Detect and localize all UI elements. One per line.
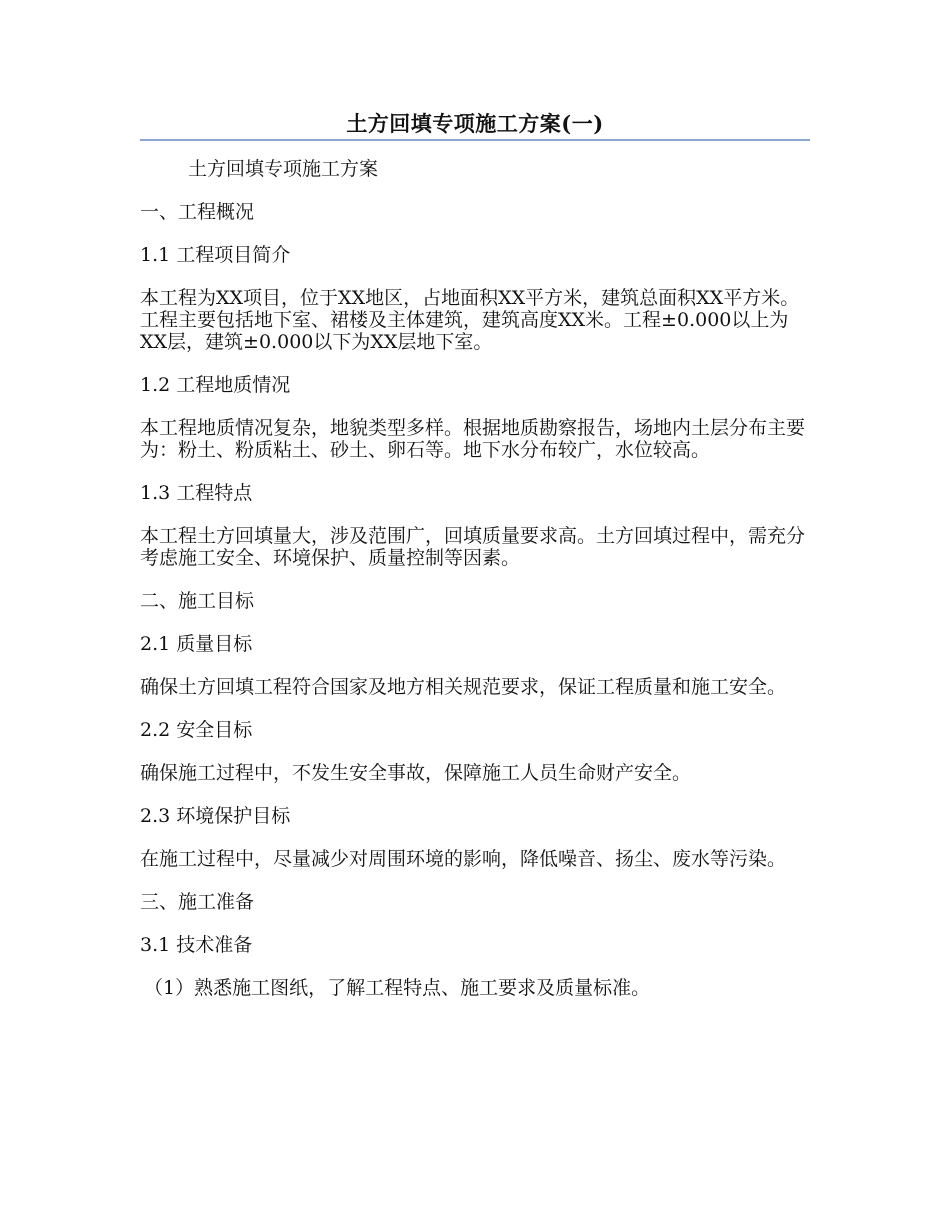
body-paragraph: 在施工过程中，尽量减少对周围环境的影响，降低噪音、扬尘、废水等污染。 — [140, 848, 787, 870]
subsection-heading: 1.3 工程特点 — [140, 482, 253, 504]
section-heading: 三、施工准备 — [140, 891, 255, 913]
document-body — [140, 158, 810, 1020]
body-paragraph: 本工程地质情况复杂，地貌类型多样。根据地质勘察报告，场地内土层分布主要为：粉土、粉质粘土、砂土、卵石等。地下水分布较广，水位较高。 — [140, 417, 806, 461]
subsection-heading: 2.2 安全目标 — [140, 719, 253, 741]
list-item: （1）熟悉施工图纸，了解工程特点、施工要求及质量标准。 — [144, 977, 651, 999]
body-paragraph: 本工程土方回填量大，涉及范围广，回填质量要求高。土方回填过程中，需充分考虑施工安全、环境保护、质量控制等因素。 — [140, 525, 806, 569]
subsection-heading: 3.1 技术准备 — [140, 934, 253, 956]
header-divider — [140, 139, 810, 141]
subsection-heading: 2.1 质量目标 — [140, 633, 253, 655]
section-heading: 二、施工目标 — [140, 590, 255, 612]
body-paragraph: 确保施工过程中，不发生安全事故，保障施工人员生命财产安全。 — [140, 762, 692, 784]
body-paragraph: 确保土方回填工程符合国家及地方相关规范要求，保证工程质量和施工安全。 — [140, 676, 787, 698]
subtitle-paragraph: 土方回填专项施工方案 — [188, 158, 379, 180]
subsection-heading: 1.1 工程项目简介 — [140, 244, 291, 266]
subsection-heading: 2.3 环境保护目标 — [140, 805, 291, 827]
section-heading: 一、工程概况 — [140, 201, 255, 223]
subsection-heading: 1.2 工程地质情况 — [140, 374, 291, 396]
page-title: 土方回填专项施工方案(一) — [346, 111, 604, 136]
body-paragraph: 本工程为XX项目，位于XX地区，占地面积XX平方米，建筑总面积XX平方米。工程主要包括地下室、裙楼及主体建筑，建筑高度XX米。工程±0.000以上为XX层，建筑±0.000以下为XX层地下室。 — [140, 287, 800, 353]
